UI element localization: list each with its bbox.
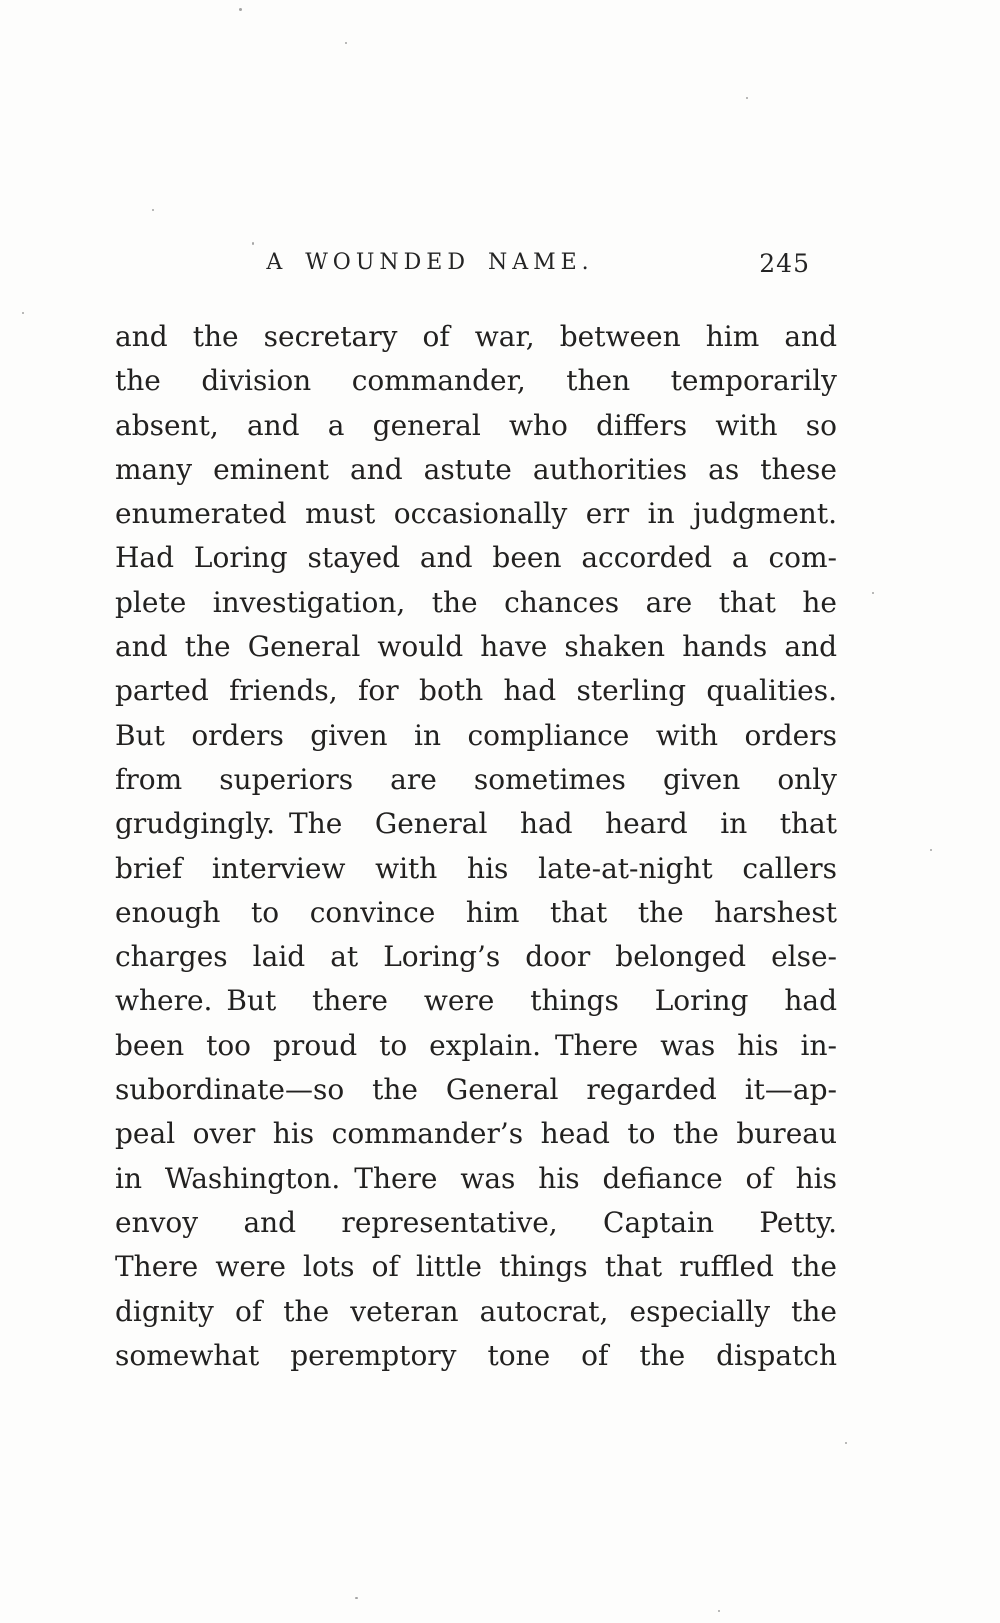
scan-speck: [239, 8, 242, 11]
text-line: peal over his commander’s head to the bureau: [115, 1117, 837, 1151]
page-number: 245: [759, 249, 810, 278]
body-text: [115, 315, 837, 1378]
running-head-title: A WOUNDED NAME.: [266, 250, 594, 275]
text-line: enough to convince him that the harshest: [115, 895, 837, 929]
scan-speck: [718, 1610, 720, 1612]
text-line: subordinate—so the General regarded it—ap-: [115, 1073, 837, 1107]
text-line: Had Loring stayed and been accorded a com-: [115, 541, 837, 575]
text-line: absent, and a general who differs with so: [115, 408, 837, 442]
scan-speck: [345, 42, 347, 44]
scan-speck: [252, 242, 254, 245]
text-line: somewhat peremptory tone of the dispatch: [115, 1338, 837, 1372]
text-line: charges laid at Loring’s door belonged else-: [115, 940, 837, 974]
text-line: been too proud to explain. There was his in-: [115, 1028, 837, 1062]
scan-speck: [22, 312, 24, 314]
text-line: from superiors are sometimes given only: [115, 762, 837, 796]
text-line: dignity of the veteran autocrat, especially the: [115, 1294, 837, 1328]
text-line: grudgingly. The General had heard in that: [115, 807, 837, 841]
text-line: parted friends, for both had sterling qualities.: [115, 674, 837, 708]
scan-speck: [355, 1597, 358, 1599]
text-line: the division commander, then temporarily: [115, 364, 837, 398]
text-line: where. But there were things Loring had: [115, 984, 837, 1018]
text-line: But orders given in compliance with orders: [115, 718, 837, 752]
scan-speck: [845, 1442, 847, 1444]
text-line: and the secretary of war, between him and: [115, 320, 837, 353]
page-header: [115, 250, 840, 284]
scan-speck: [930, 849, 932, 851]
text-line: enumerated must occasionally err in judgment.: [115, 497, 837, 531]
text-line: plete investigation, the chances are that he: [115, 585, 837, 619]
text-line: in Washington. There was his defiance of his: [115, 1161, 837, 1195]
text-line: and the General would have shaken hands and: [115, 630, 837, 664]
text-line: There were lots of little things that ruffled the: [115, 1250, 837, 1284]
scan-speck: [872, 592, 874, 594]
text-line: envoy and representative, Captain Petty.: [115, 1205, 837, 1239]
text-line: brief interview with his late-at-night callers: [115, 851, 837, 885]
text-line: many eminent and astute authorities as these: [115, 452, 837, 486]
scan-speck: [746, 97, 748, 99]
scan-speck: [152, 209, 154, 211]
